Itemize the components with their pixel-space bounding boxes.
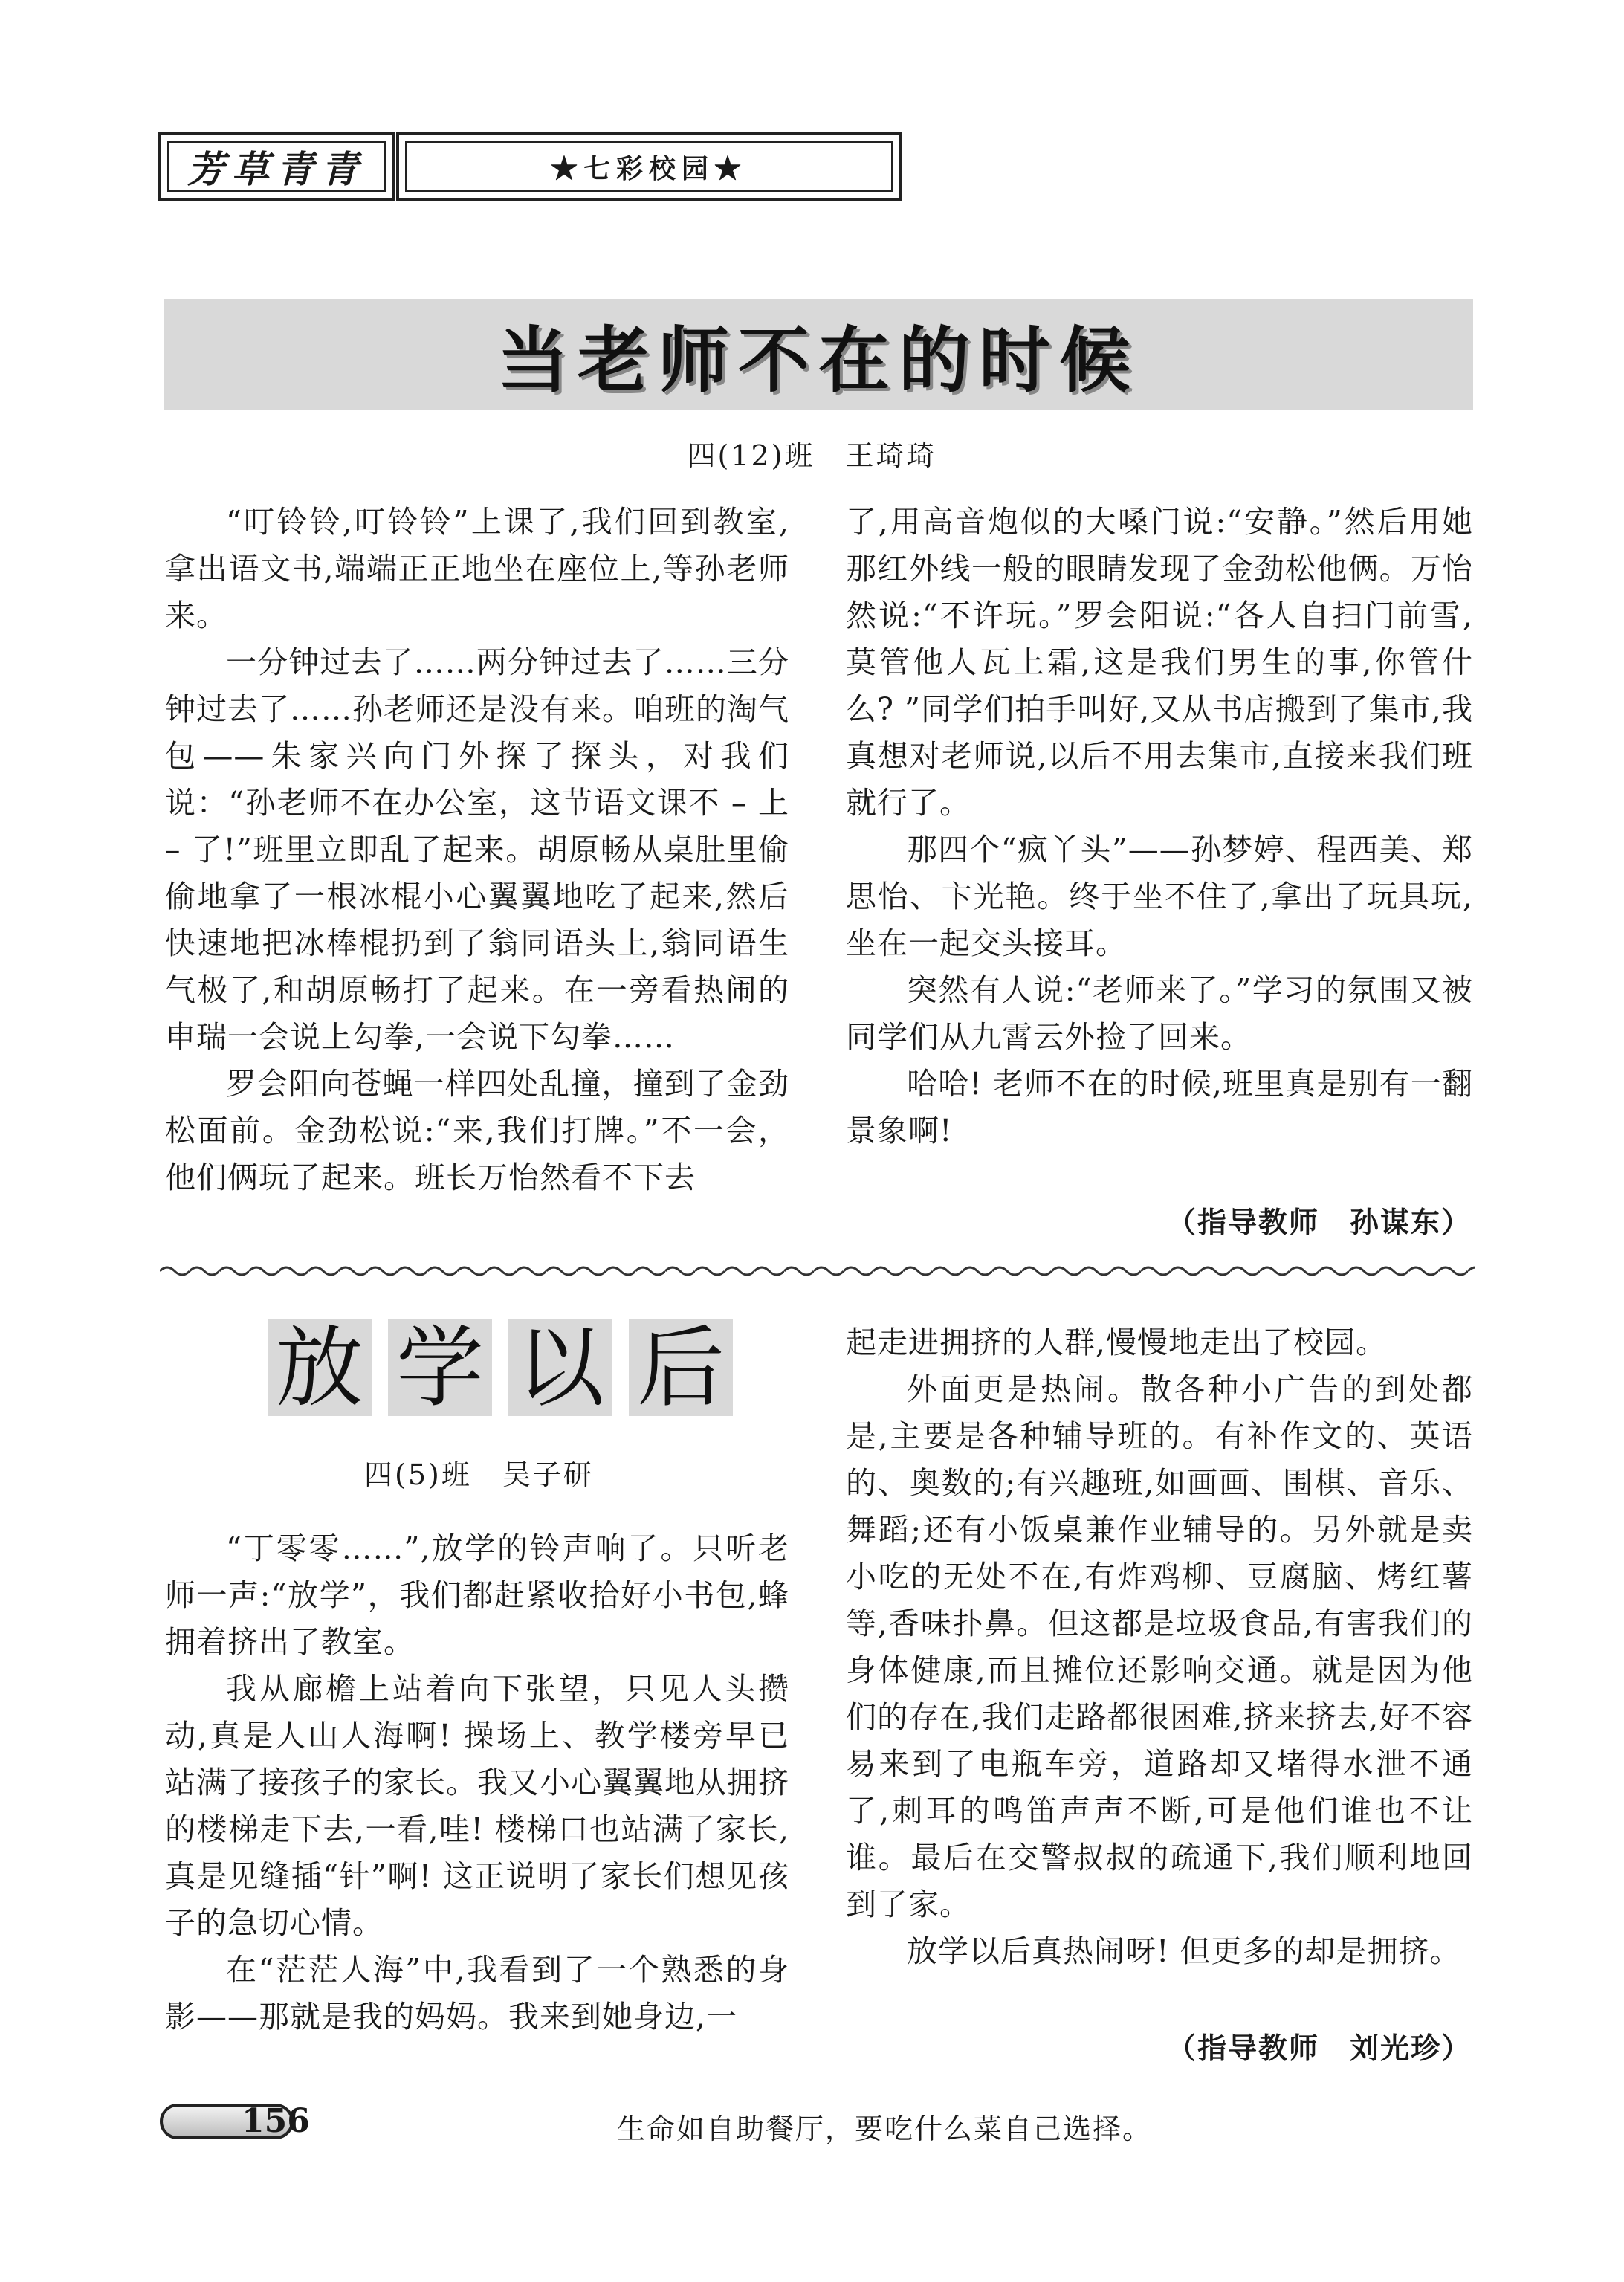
- paragraph: 起走进拥挤的人群,慢慢地走出了校园。: [846, 1325, 1388, 1360]
- paragraph: 放学以后真热闹呀! 但更多的却是拥挤。: [907, 1933, 1461, 1969]
- article2-title-char: 学: [388, 1319, 492, 1416]
- article1-column-left: [165, 499, 789, 1201]
- paragraph: 我从廊檐上站着向下张望，只见人头攒动,真是人山人海啊! 操场上、教学楼旁早已站满了接孩子的家长。我又小心翼翼地从拥挤的楼梯走下去,一看,哇! 楼梯口也站满了家长,真是见缝插“针”啊! 这正说明了家长们想见孩子的急切心情。: [165, 1671, 789, 1941]
- paragraph: 罗会阳向苍蝇一样四处乱撞，撞到了金劲松面前。金劲松说:“来,我们打牌。”不一会，他们俩玩了起来。班长万怡然看不下去: [165, 1066, 789, 1195]
- paragraph: 那四个“疯丫头”——孙梦婷、程西美、郑思怡、卞光艳。终于坐不住了,拿出了玩具玩,坐在一起交头接耳。: [846, 832, 1473, 961]
- article2-byline: 四(5)班 吴子研: [364, 1458, 594, 1491]
- article2-signature: （指导教师 刘光珍）: [1166, 2032, 1472, 2066]
- article1-title-band: [164, 299, 1473, 410]
- paragraph: 了,用高音炮似的大嗓门说:“安静。”然后用她那红外线一般的眼睛发现了金劲松他俩。万怡然说:“不许玩。”罗会阳说:“各人自扫门前雪,莫管他人瓦上霜,这是我们男生的事,你管什么? ”同学们拍手叫好,又从书店搬到了集市,我真想对老师说,以后不用去集市,直接来我们班就行了。: [846, 504, 1473, 821]
- column-header-box: [158, 132, 395, 201]
- paragraph: “丁零零……”,放学的铃声响了。只听老师一声:“放学”，我们都赶紧收拾好小书包,蜂拥着挤出了教室。: [165, 1531, 789, 1660]
- article2-title-char: 以: [508, 1319, 612, 1416]
- paragraph: 突然有人说:“老师来了。”学习的氛围又被同学们从九霄云外捡了回来。: [846, 972, 1473, 1055]
- article1-signature: （指导教师 孙谋东）: [1166, 1206, 1472, 1240]
- section-header-box: [396, 132, 902, 201]
- paragraph: 一分钟过去了……两分钟过去了……三分钟过去了……孙老师还是没有来。咱班的淘气包——朱家兴向门外探了探头，对我们说：“孙老师不在办公室，这节语文课不 – 上 – 了!”班里立即乱了起来。胡原畅从桌肚里偷偷地拿了一根冰棍小心翼翼地吃了起来,然后快速地把冰棒棍扔到了翁同语头上,翁同语生气极了,和胡原畅打了起来。在一旁看热闹的申瑞一会说上勾拳,一会说下勾拳……: [165, 644, 789, 1055]
- page-number: 156: [242, 2102, 310, 2140]
- article2-title-char: 放: [268, 1319, 372, 1416]
- article2-column-right: [846, 1319, 1473, 1975]
- article1-byline: 四(12)班 王琦琦: [687, 439, 937, 472]
- paragraph: 外面更是热闹。散各种小广告的到处都是,主要是各种辅导班的。有补作文的、英语的、奥数的;有兴趣班,如画画、围棋、音乐、舞蹈;还有小饭桌兼作业辅导的。另外就是卖小吃的无处不在,有炸鸡柳、豆腐脑、烤红薯等,香味扑鼻。但这都是垃圾食品,有害我们的身体健康,而且摊位还影响交通。就是因为他们的存在,我们走路都很困难,挤来挤去,好不容易来到了电瓶车旁，道路却又堵得水泄不通了,刺耳的鸣笛声声不断,可是他们谁也不让谁。最后在交警叔叔的疏通下,我们顺利地回到了家。: [846, 1371, 1473, 1922]
- paragraph: 哈哈! 老师不在的时候,班里真是别有一翻景象啊!: [846, 1066, 1473, 1148]
- column-name: 芳草青青: [167, 141, 386, 192]
- section-name: ★七彩校园★: [405, 141, 893, 192]
- paragraph: “叮铃铃,叮铃铃”上课了,我们回到教室,拿出语文书,端端正正地坐在座位上,等孙老师来。: [165, 504, 789, 633]
- article1-title: 当老师不在的时候: [497, 317, 1139, 402]
- footer-motto: 生命如自助餐厅，要吃什么菜自己选择。: [617, 2113, 1153, 2145]
- article2-column-left: [165, 1525, 789, 2040]
- article2-title-char: 后: [629, 1319, 733, 1416]
- article1-column-right: [846, 499, 1473, 1154]
- wave-divider: [160, 1262, 1475, 1280]
- paragraph: 在“茫茫人海”中,我看到了一个熟悉的身影——那就是我的妈妈。我来到她身边,一: [165, 1952, 789, 2034]
- article2-title: [268, 1316, 733, 1419]
